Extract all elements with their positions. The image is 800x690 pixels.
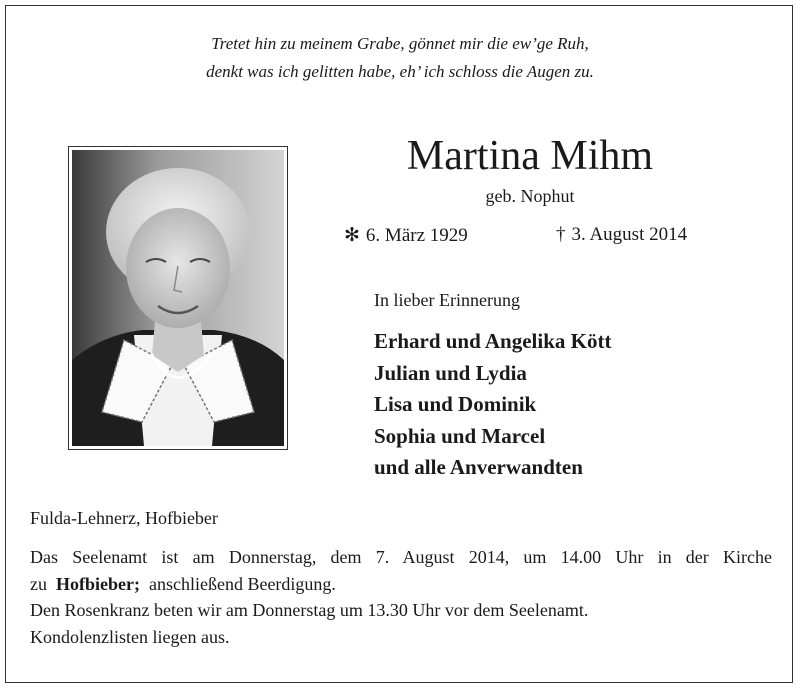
service-line-2-suffix: anschließend Beerdigung. — [148, 573, 336, 594]
service-line-3: Den Rosenkranz beten wir am Donnerstag um 13.30 Uhr vor dem Seelenamt. — [30, 600, 589, 620]
mourners-list — [374, 326, 611, 484]
deceased-name: Martina Mihm — [406, 133, 654, 179]
service-place: Hofbieber; — [56, 573, 140, 594]
portrait-photo-image — [72, 150, 284, 446]
birth-date-text: 6. März 1929 — [365, 225, 468, 246]
service-information — [30, 544, 772, 650]
list-item: und alle Anverwandten — [374, 455, 583, 479]
list-item: Erhard und Angelika Kött — [374, 329, 612, 353]
verse-line-1: Tretet hin zu meinem Grabe, gönnet mir die ew’ge Ruh, — [211, 34, 589, 53]
list-item: Sophia und Marcel — [374, 423, 546, 448]
place-line: Fulda-Lehnerz, Hofbieber — [30, 508, 218, 528]
service-line-1: Das Seelenamt ist am Donnerstag, dem 7. August 2014, um 14.00 Uhr in der Kirche — [30, 547, 772, 567]
service-line-4: Kondolenzlisten liegen aus. — [30, 626, 230, 647]
service-line-2 — [30, 571, 772, 598]
maiden-name: geb. Nophut — [485, 186, 575, 206]
list-item: Lisa und Dominik — [374, 392, 537, 416]
birth-date — [344, 224, 468, 247]
asterisk-icon: ✻ — [344, 225, 360, 246]
verse-line-2: denkt was ich gelitten habe, eh’ ich schloss die Augen zu. — [206, 62, 594, 81]
death-date-text: 3. August 2014 — [571, 224, 688, 245]
portrait-photo — [68, 146, 288, 450]
memory-line: In lieber Erinnerung — [374, 290, 520, 310]
service-line-2-prefix: zu — [30, 573, 47, 594]
list-item: Julian und Lydia — [374, 360, 527, 385]
memorial-verse — [0, 30, 800, 86]
cross-icon: † — [556, 224, 566, 245]
death-date — [556, 224, 687, 246]
